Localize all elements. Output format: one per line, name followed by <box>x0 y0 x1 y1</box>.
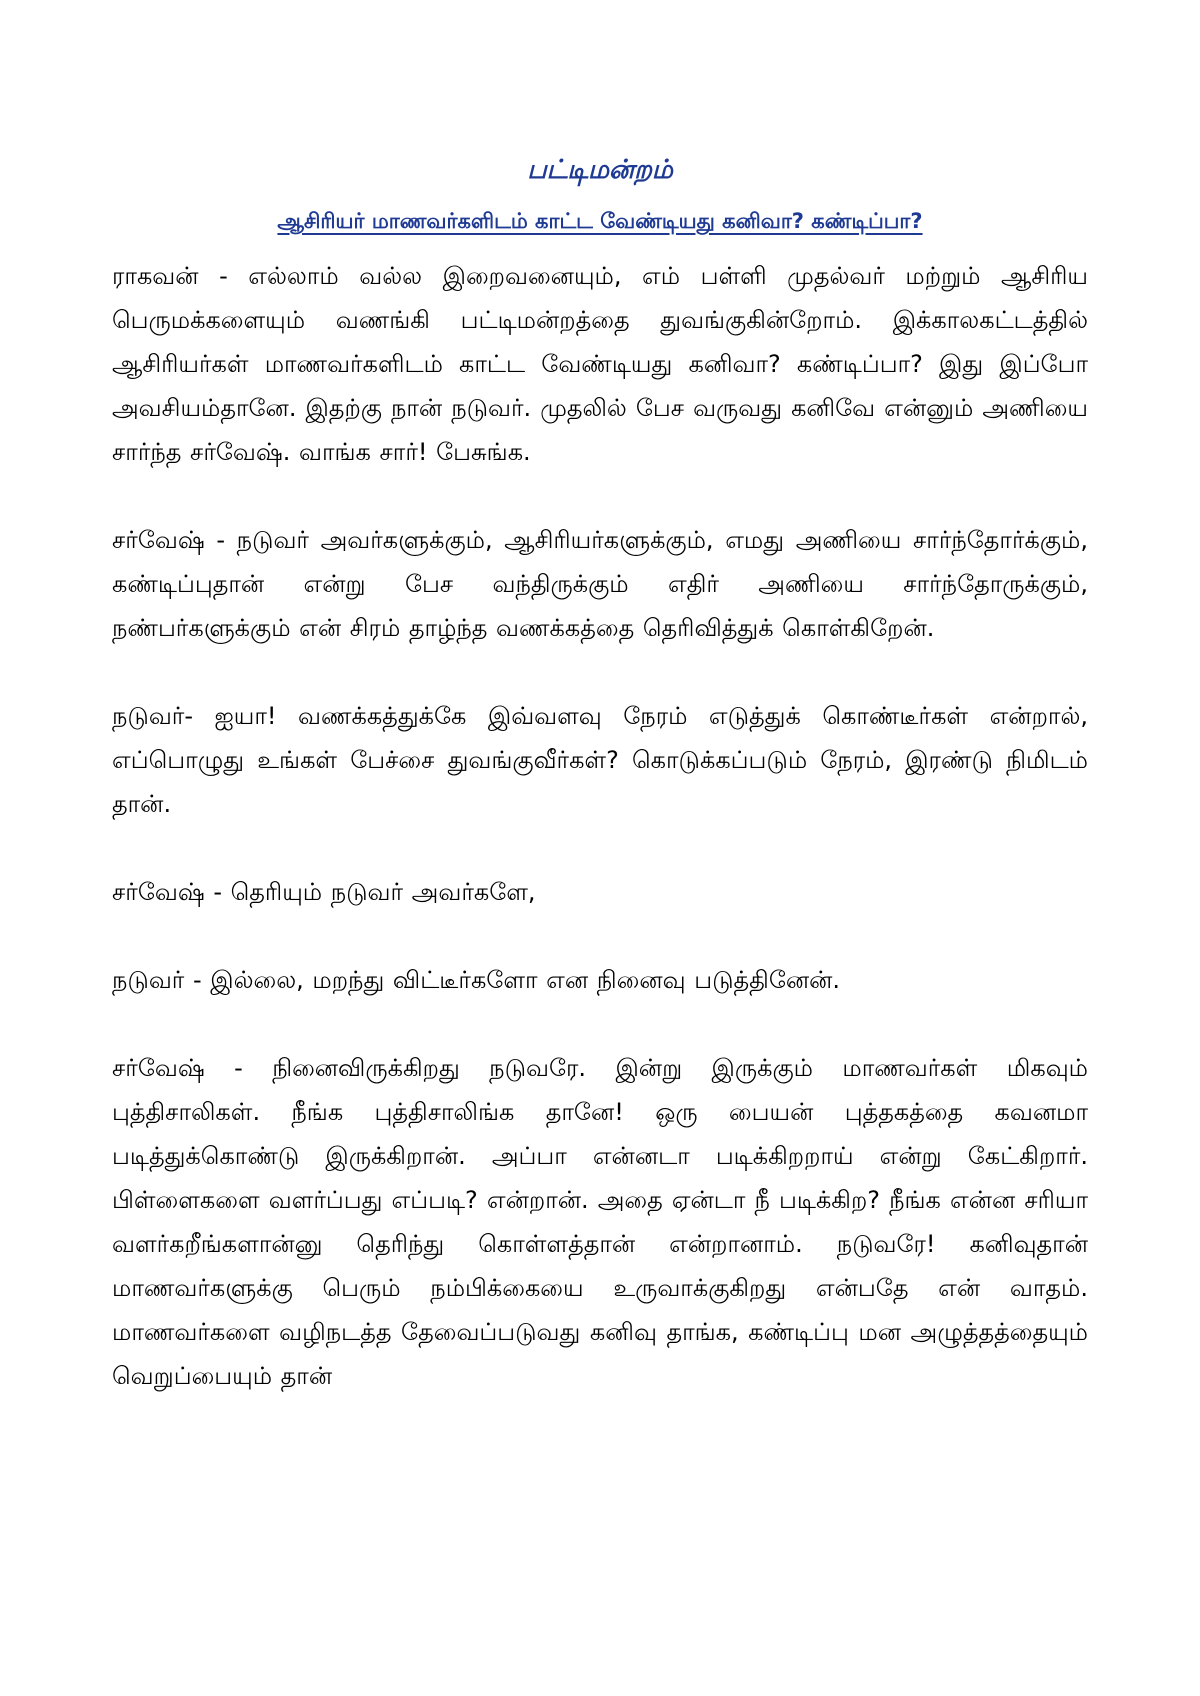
paragraph-intro-raghavan: ராகவன் - எல்லாம் வல்ல இறைவனையும், எம் பள்ளி முதல்வர் மற்றும் ஆசிரிய பெருமக்களையும் வணங்கி பட்டிமன்றத்தை துவங்குகின்றோம். இக்காலகட்டத்தில் ஆசிரியர்கள் மாணவர்களிடம் காட்ட வேண்டியது கனிவா? கண்டிப்பா? இது இப்போ அவசியம்தானே. இதற்கு நான் நடுவர். முதலில் பேச வருவது கனிவே என்னும் அணியை சார்ந்த சர்வேஷ். வாங்க சார்! பேசுங்க. <box>112 262 1088 466</box>
paragraph-judge-reminder: நடுவர் - இல்லை, மறந்து விட்டீர்களோ என நினைவு படுத்தினேன். <box>112 966 841 994</box>
paragraph-sarvesh-argument: சர்வேஷ் - நினைவிருக்கிறது நடுவரே. இன்று இருக்கும் மாணவர்கள் மிகவும் புத்திசாலிகள். நீங்க புத்திசாலிங்க தானே! ஒரு பையன் புத்தகத்தை கவனமா படித்துக்கொண்டு இருக்கிறான். அப்பா என்னடா படிக்கிறறாய் என்று கேட்கிறார். பிள்ளைகளை வளர்ப்பது எப்படி? என்றான். அதை ஏன்டா நீ படிக்கிற? நீங்க என்ன சரியா வளர்கறீங்களான்னு தெரிந்து கொள்ளத்தான் என்றானாம். நடுவரே! கனிவுதான் மாணவர்களுக்கு பெரும் நம்பிக்கையை உருவாக்குகிறது என்பதே என் வாதம். மாணவர்களை வழிநடத்த தேவைப்படுவது கனிவு தாங்க, கண்டிப்பு மன அழுத்தத்தையும் வெறுப்பையும் தான் <box>112 1054 1088 1390</box>
paragraph-sarvesh-greeting: சர்வேஷ் - நடுவர் அவர்களுக்கும், ஆசிரியர்களுக்கும், எமது அணியை சார்ந்தோர்க்கும், கண்டிப்புதான் என்று பேச வந்திருக்கும் எதிர் அணியை சார்ந்தோருக்கும், நண்பர்களுக்கும் என் சிரம் தாழ்ந்த வணக்கத்தை தெரிவித்துக் கொள்கிறேன். <box>112 526 1088 642</box>
document-title: பட்டிமன்றம் <box>527 155 673 185</box>
paragraph-sarvesh-reply: சர்வேஷ் - தெரியும் நடுவர் அவர்களே, <box>112 878 536 906</box>
paragraph-judge-remark: நடுவர்- ஐயா! வணக்கத்துக்கே இவ்வளவு நேரம் எடுத்துக் கொண்டீர்கள் என்றால், எப்பொழுது உங்கள் பேச்சை துவங்குவீர்கள்? கொடுக்கப்படும் நேரம், இரண்டு நிமிடம் தான். <box>112 702 1088 818</box>
document-page <box>112 150 1088 1442</box>
document-subtitle: ஆசிரியர் மாணவர்களிடம் காட்ட வேண்டியது கனிவா? கண்டிப்பா? <box>277 209 923 233</box>
